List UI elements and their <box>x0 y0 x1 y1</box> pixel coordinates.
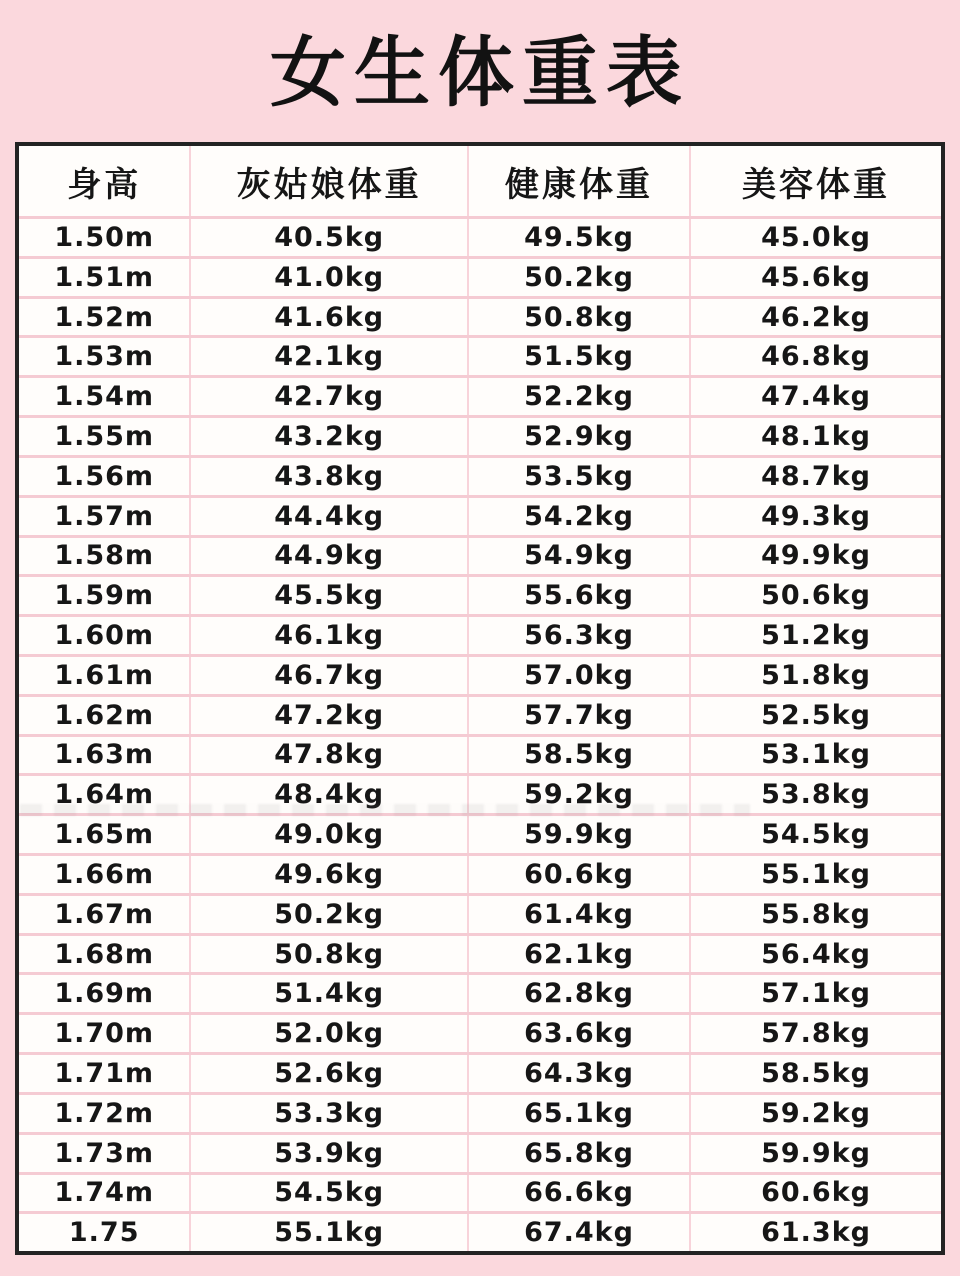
beauty-weight-cell: 55.1kg <box>761 858 871 890</box>
healthy-weight-cell: 50.8kg <box>469 299 691 336</box>
cinderella-weight-cell: 47.2kg <box>191 697 469 734</box>
table-row <box>19 614 941 654</box>
height-cell: 1.68m <box>19 936 191 973</box>
healthy-weight-cell: 58.5kg <box>469 737 691 774</box>
height-cell: 1.65m <box>19 816 191 853</box>
healthy-weight-cell: 62.1kg <box>469 936 691 973</box>
healthy-weight-cell: 56.3kg <box>469 617 691 654</box>
cinderella-weight-cell: 45.5kg <box>191 577 469 614</box>
cinderella-weight-cell: 51.4kg <box>191 975 469 1012</box>
beauty-weight-cell: 60.6kg <box>761 1177 871 1209</box>
table-row <box>19 773 941 813</box>
healthy-weight-cell: 67.4kg <box>469 1214 691 1251</box>
table-row <box>19 933 941 973</box>
height-cell: 1.57m <box>19 498 191 535</box>
table-row <box>19 256 941 296</box>
cinderella-weight-cell: 48.4kg <box>191 776 469 813</box>
height-cell: 1.52m <box>19 299 191 336</box>
cinderella-weight-cell: 54.5kg <box>191 1175 469 1212</box>
cinderella-weight-cell: 46.7kg <box>191 657 469 694</box>
table-row <box>19 574 941 614</box>
height-cell: 1.53m <box>19 338 191 375</box>
beauty-weight-cell: 53.8kg <box>761 779 871 811</box>
beauty-weight-cell: 51.8kg <box>761 659 871 691</box>
healthy-weight-cell: 59.9kg <box>469 816 691 853</box>
table-row <box>19 813 941 853</box>
table-row <box>19 1092 941 1132</box>
cinderella-weight-cell: 47.8kg <box>191 737 469 774</box>
table-row <box>19 375 941 415</box>
table-row <box>19 1211 941 1251</box>
healthy-weight-cell: 50.2kg <box>469 259 691 296</box>
healthy-weight-cell: 64.3kg <box>469 1055 691 1092</box>
height-cell: 1.66m <box>19 856 191 893</box>
healthy-weight-cell: 60.6kg <box>469 856 691 893</box>
cinderella-weight-cell: 41.0kg <box>191 259 469 296</box>
page-title: 女生体重表 <box>270 28 690 117</box>
height-cell: 1.62m <box>19 697 191 734</box>
healthy-weight-cell: 65.8kg <box>469 1135 691 1172</box>
healthy-weight-cell: 59.2kg <box>469 776 691 813</box>
beauty-weight-cell: 51.2kg <box>761 620 871 652</box>
header-healthy-weight: 健康体重 <box>469 146 691 216</box>
height-cell: 1.51m <box>19 259 191 296</box>
beauty-weight-cell: 49.9kg <box>761 540 871 572</box>
table-row <box>19 734 941 774</box>
beauty-weight-cell: 57.8kg <box>761 1018 871 1050</box>
cinderella-weight-cell: 43.2kg <box>191 418 469 455</box>
healthy-weight-cell: 49.5kg <box>469 219 691 256</box>
beauty-weight-cell: 49.3kg <box>761 500 871 532</box>
header-beauty-weight: 美容体重 <box>742 164 891 205</box>
healthy-weight-cell: 54.2kg <box>469 498 691 535</box>
beauty-weight-cell: 59.9kg <box>761 1137 871 1169</box>
cinderella-weight-cell: 50.8kg <box>191 936 469 973</box>
height-cell: 1.56m <box>19 458 191 495</box>
cinderella-weight-cell: 44.4kg <box>191 498 469 535</box>
table-row <box>19 694 941 734</box>
beauty-weight-cell: 50.6kg <box>761 580 871 612</box>
height-cell: 1.58m <box>19 538 191 575</box>
cinderella-weight-cell: 53.3kg <box>191 1095 469 1132</box>
cinderella-weight-cell: 42.1kg <box>191 338 469 375</box>
cinderella-weight-cell: 53.9kg <box>191 1135 469 1172</box>
beauty-weight-cell: 48.1kg <box>761 420 871 452</box>
beauty-weight-cell: 58.5kg <box>761 1057 871 1089</box>
height-cell: 1.71m <box>19 1055 191 1092</box>
height-cell: 1.50m <box>19 219 191 256</box>
healthy-weight-cell: 62.8kg <box>469 975 691 1012</box>
table-row <box>19 1052 941 1092</box>
healthy-weight-cell: 57.7kg <box>469 697 691 734</box>
height-cell: 1.63m <box>19 737 191 774</box>
beauty-weight-cell: 46.2kg <box>761 301 871 333</box>
table-row <box>19 216 941 256</box>
table-row <box>19 654 941 694</box>
healthy-weight-cell: 63.6kg <box>469 1015 691 1052</box>
table-row <box>19 972 941 1012</box>
height-cell: 1.69m <box>19 975 191 1012</box>
table-row <box>19 893 941 933</box>
cinderella-weight-cell: 49.6kg <box>191 856 469 893</box>
cinderella-weight-cell: 43.8kg <box>191 458 469 495</box>
height-cell: 1.70m <box>19 1015 191 1052</box>
weight-table <box>15 142 945 1255</box>
table-row <box>19 415 941 455</box>
beauty-weight-cell: 61.3kg <box>761 1217 871 1249</box>
table-row <box>19 535 941 575</box>
height-cell: 1.73m <box>19 1135 191 1172</box>
cinderella-weight-cell: 50.2kg <box>191 896 469 933</box>
beauty-weight-cell: 46.8kg <box>761 341 871 373</box>
healthy-weight-cell: 51.5kg <box>469 338 691 375</box>
table-row <box>19 495 941 535</box>
beauty-weight-cell: 47.4kg <box>761 381 871 413</box>
beauty-weight-cell: 57.1kg <box>761 978 871 1010</box>
height-cell: 1.54m <box>19 378 191 415</box>
cinderella-weight-cell: 42.7kg <box>191 378 469 415</box>
healthy-weight-cell: 52.2kg <box>469 378 691 415</box>
beauty-weight-cell: 56.4kg <box>761 938 871 970</box>
table-row <box>19 1132 941 1172</box>
height-cell: 1.75 <box>19 1214 191 1251</box>
cinderella-weight-cell: 40.5kg <box>191 219 469 256</box>
healthy-weight-cell: 55.6kg <box>469 577 691 614</box>
header-cinderella-weight: 灰姑娘体重 <box>191 146 469 216</box>
beauty-weight-cell: 55.8kg <box>761 898 871 930</box>
height-cell: 1.55m <box>19 418 191 455</box>
healthy-weight-cell: 52.9kg <box>469 418 691 455</box>
healthy-weight-cell: 65.1kg <box>469 1095 691 1132</box>
table-body <box>19 216 941 1251</box>
beauty-weight-cell: 54.5kg <box>761 819 871 851</box>
beauty-weight-cell: 45.0kg <box>761 221 871 253</box>
table-row <box>19 1172 941 1212</box>
table-header-row <box>19 146 941 216</box>
height-cell: 1.67m <box>19 896 191 933</box>
height-cell: 1.72m <box>19 1095 191 1132</box>
beauty-weight-cell: 53.1kg <box>761 739 871 771</box>
height-cell: 1.61m <box>19 657 191 694</box>
healthy-weight-cell: 57.0kg <box>469 657 691 694</box>
healthy-weight-cell: 54.9kg <box>469 538 691 575</box>
cinderella-weight-cell: 49.0kg <box>191 816 469 853</box>
cinderella-weight-cell: 46.1kg <box>191 617 469 654</box>
table-row <box>19 853 941 893</box>
table-row <box>19 335 941 375</box>
beauty-weight-cell: 52.5kg <box>761 699 871 731</box>
beauty-weight-cell: 59.2kg <box>761 1097 871 1129</box>
cinderella-weight-cell: 52.6kg <box>191 1055 469 1092</box>
cinderella-weight-cell: 52.0kg <box>191 1015 469 1052</box>
height-cell: 1.74m <box>19 1175 191 1212</box>
healthy-weight-cell: 61.4kg <box>469 896 691 933</box>
height-cell: 1.64m <box>19 776 191 813</box>
table-row <box>19 296 941 336</box>
height-cell: 1.60m <box>19 617 191 654</box>
healthy-weight-cell: 66.6kg <box>469 1175 691 1212</box>
header-height: 身高 <box>19 146 191 216</box>
cinderella-weight-cell: 55.1kg <box>191 1214 469 1251</box>
beauty-weight-cell: 48.7kg <box>761 460 871 492</box>
table-row <box>19 455 941 495</box>
cinderella-weight-cell: 44.9kg <box>191 538 469 575</box>
table-row <box>19 1012 941 1052</box>
beauty-weight-cell: 45.6kg <box>761 261 871 293</box>
healthy-weight-cell: 53.5kg <box>469 458 691 495</box>
height-cell: 1.59m <box>19 577 191 614</box>
cinderella-weight-cell: 41.6kg <box>191 299 469 336</box>
